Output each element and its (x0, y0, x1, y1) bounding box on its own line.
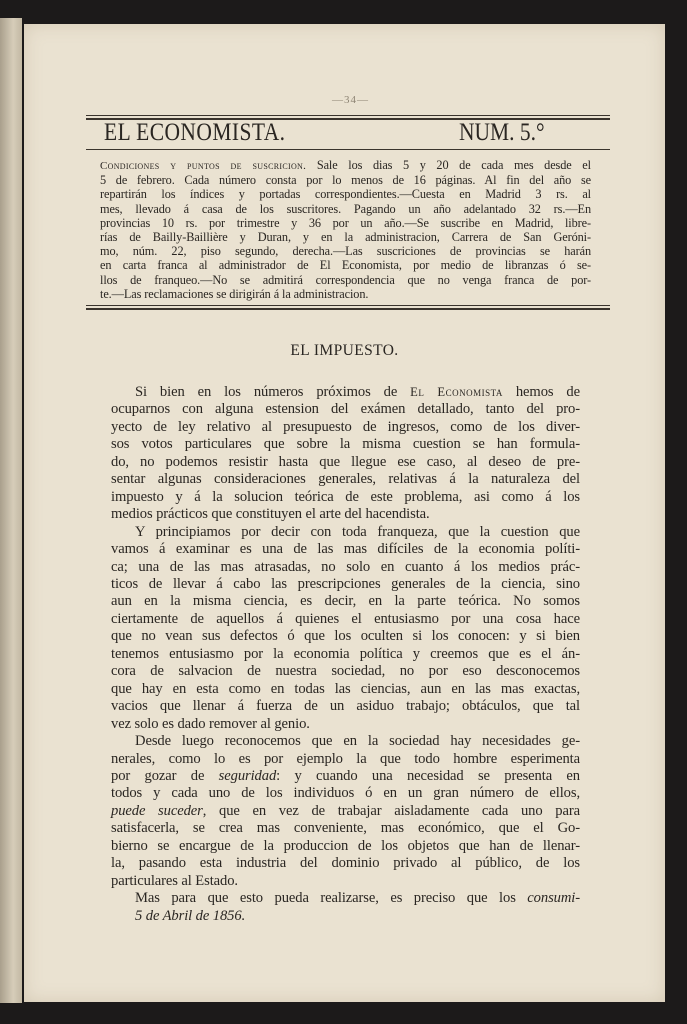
paragraph-2-line: que no vean sus defectos ó que los oculten si los conocen: y si bien (111, 628, 580, 645)
paragraph-2-line: que hay en esta como en todas las ciencias, aun en las mas exactas, (111, 680, 580, 697)
paragraph-2-line: vez solo es dado remover al genio. (111, 715, 310, 732)
paragraph-3-line: particulares al Estado. (111, 872, 238, 889)
paragraph-1-line: medios prácticos que constituyen el arte del hacendista. (111, 506, 430, 523)
paragraph-2-line: ciertamente de aquellos á quienes el entusiasmo por una cosa hace (111, 610, 580, 627)
notice-line: Condiciones y puntos de suscricion. Sale los dias 5 y 20 de cada mes desde el (100, 158, 591, 172)
paragraph-2-line: aun en la misma ciencia, es decir, en la parte teórica. No somos (111, 593, 580, 610)
notice-line: provincias 10 rs. por trimestre y 36 por un año.—Se suscribe en Madrid, libre- (100, 215, 591, 230)
paragraph-2-line: ca; una de las mas atrasadas, no solo en cuanto á los medios prác- (111, 558, 580, 575)
paragraph-1-line: impuesto y á la solucion teórica de este problema, asi como á los (111, 488, 580, 505)
paragraph-3-line: todos y cada uno de los individuos ó en un gran número de ellos, (111, 785, 580, 802)
article-body (111, 384, 580, 925)
paragraph-2-line: vacios que llenar á fuerza de un asiduo trabajo; obtáculos, que tal (111, 698, 580, 715)
paragraph-1-line: do, no podemos resistir hasta que llegue ese caso, al deseo de pre- (111, 453, 580, 470)
notice-lead: Condiciones y puntos de suscricion. (100, 160, 307, 172)
masthead-rule-bottom (86, 149, 610, 150)
paragraph-2-line: cora de salvacion de nuestra sociedad, no por eso desconocemos (111, 663, 580, 680)
paragraph-3-line: la, pasando esta industria del dominio privado al público, de los (111, 855, 580, 872)
issue-number: NUM. 5.° (459, 119, 545, 146)
paragraph-2-line: vamos á examinar es una de las mas difíciles de la economia políti- (111, 541, 580, 558)
italic-seguridad: seguridad (218, 767, 277, 784)
notice-line: en carta franca al administrador de El Economista, por medio de libranzas ó se- (100, 258, 591, 273)
left-page-edge (0, 18, 22, 1003)
article-title: EL IMPUESTO. (290, 342, 399, 359)
notice-line: mes, llevado á casa de los suscritores. Pagando un año adelantado 32 rs.—En (100, 201, 591, 216)
paragraph-2-line: ticos de llevar á cabo las prescripciones generales de la ciencia, sino (111, 575, 580, 592)
masthead-title: EL ECONOMISTA. (104, 119, 286, 146)
folio-mark: —34— (332, 94, 369, 106)
italic-consumi: consumi- (527, 890, 580, 907)
notice-rule-2 (86, 308, 610, 310)
paragraph-4-line: Mas para que esto pueda realizarse, es preciso que los consumi- (135, 890, 580, 907)
paragraph-1-line: yecto de ley relativo al presupuesto de ingresos, como de los diver- (111, 418, 580, 435)
paragraph-1-line: Si bien en los números próximos de El Economista hemos de (135, 384, 580, 400)
paragraph-3-line: bierno se encargue de la produccion de los objetos que han de llenar- (111, 837, 580, 854)
notice-line: repartirán los índices y portadas correspondientes.—Cuesta en Madrid 3 rs. al (100, 187, 591, 202)
paragraph-1-line: sentar algunas consideraciones generales, relativas á la naturaleza del (111, 471, 580, 488)
paragraph-3-line: Desde luego reconocemos que en la sociedad hay necesidades ge- (135, 733, 580, 750)
paragraph-2-line: Y principiamos por decir con toda franqueza, que la cuestion que (135, 523, 580, 540)
notice-line: te.—Las reclamaciones se dirigirán á la administracion. (100, 286, 369, 301)
masthead-rule-top (86, 115, 610, 116)
journal-name: El Economista (410, 385, 503, 399)
paragraph-1-line: ocuparnos con alguna estension del exámen detallado, tanto del pro- (111, 401, 580, 418)
notice-line: llos de franqueo.—No se admitirá correspondencia que no venga franca de por- (100, 272, 591, 287)
paragraph-3-line: satisfacerla, se crea mas conveniente, mas económico, que el Go- (111, 820, 580, 837)
subscription-notice (100, 158, 591, 301)
italic-puede-suceder: puede suceder (111, 802, 203, 819)
document-page (24, 24, 665, 1002)
notice-rule-1 (86, 305, 610, 306)
paragraph-1-line: sos votos particulares que sobre la misma cuestion se han formula- (111, 436, 580, 453)
notice-line: 5 de febrero. Cada número consta por lo menos de 16 páginas. Al fin del año se (100, 173, 591, 188)
issue-date: 5 de Abril de 1856. (135, 907, 246, 924)
paragraph-2-line: tenemos entusiasmo por la economia política y creemos que es el án- (111, 645, 580, 662)
paragraph-3-line: por gozar de seguridad: y cuando una necesidad se presenta en (111, 767, 580, 784)
paragraph-3-line: puede suceder, que en vez de trabajar aisladamente cada uno para (111, 802, 580, 819)
notice-line: rías de Bailly-Baillière y Duran, y en la administracion, Carrera de San Geróni- (100, 230, 591, 245)
paragraph-3-line: nerales, como lo es por ejemplo la que todo hombre esperimenta (111, 750, 580, 767)
notice-line: mo, núm. 22, piso segundo, derecha.—Las suscriciones de provincias se harán (100, 244, 591, 259)
